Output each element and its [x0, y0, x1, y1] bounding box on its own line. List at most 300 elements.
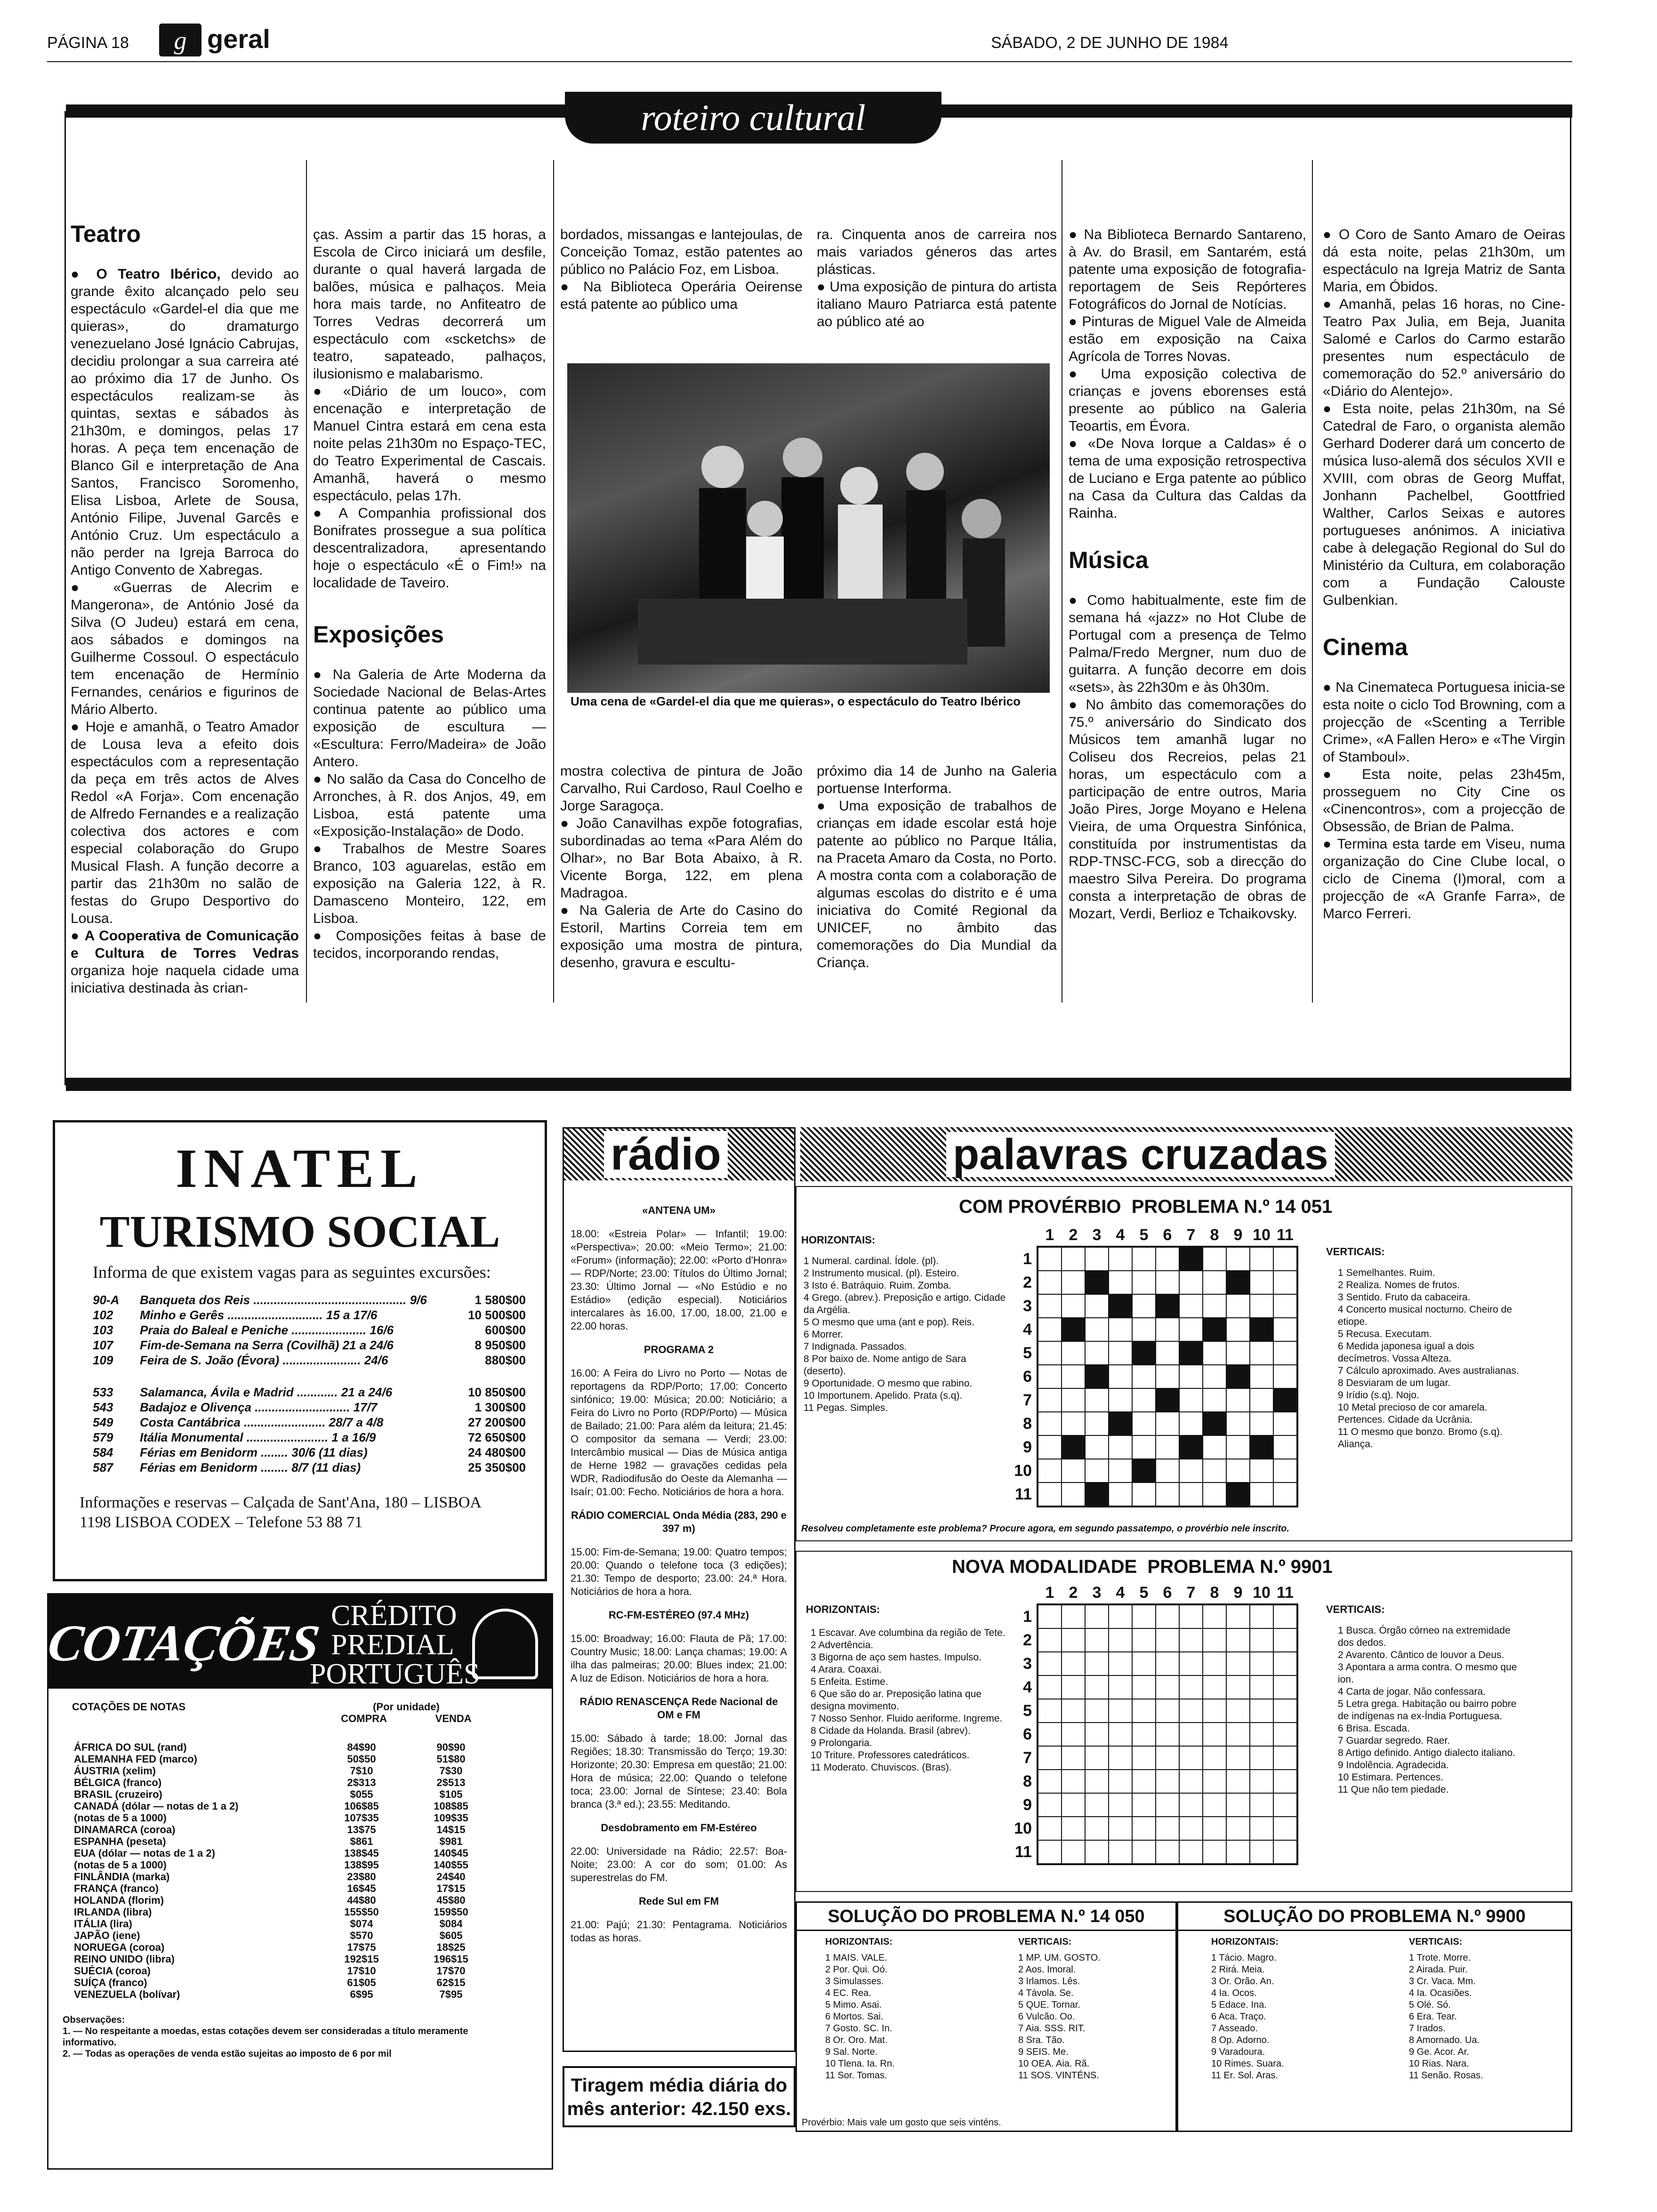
palavras-title: palavras cruzadas: [946, 1132, 1335, 1177]
grid-cell[interactable]: [1156, 1483, 1179, 1506]
clue: 10 OEA. Aia. Rã.: [1018, 2059, 1090, 2069]
grid-cell[interactable]: [1203, 1341, 1226, 1365]
grid-cell[interactable]: [1250, 1652, 1273, 1675]
grid-cell[interactable]: [1109, 1459, 1132, 1483]
clue: 11 Senão. Rosas.: [1409, 2070, 1483, 2081]
grid-cell[interactable]: [1226, 1699, 1250, 1723]
grid-cell[interactable]: [1273, 1435, 1297, 1459]
grid-cell[interactable]: [1250, 1388, 1273, 1412]
grid-cell[interactable]: [1273, 1675, 1297, 1699]
grid-cell[interactable]: [1038, 1388, 1062, 1412]
grid-cell[interactable]: [1085, 1435, 1109, 1459]
grid-cell[interactable]: [1250, 1770, 1273, 1793]
grid-cell[interactable]: [1156, 1746, 1179, 1770]
grid-cell[interactable]: [1109, 1247, 1132, 1271]
grid-cell[interactable]: [1179, 1483, 1203, 1506]
grid-cell[interactable]: [1250, 1746, 1273, 1770]
grid-cell[interactable]: [1038, 1435, 1062, 1459]
grid-cell[interactable]: [1085, 1294, 1109, 1318]
grid-cell[interactable]: [1132, 1247, 1156, 1271]
grid-cell[interactable]: [1273, 1628, 1297, 1652]
clue: 9 Irídio (s.q). Nojo.: [1338, 1390, 1419, 1401]
radio-station-heading: «ANTENA UM»: [642, 1204, 716, 1216]
grid-cell[interactable]: [1203, 1699, 1226, 1723]
grid-cell[interactable]: [1109, 1746, 1132, 1770]
grid-cell[interactable]: [1203, 1271, 1226, 1294]
grid-cell[interactable]: [1203, 1483, 1226, 1506]
grid-cell[interactable]: [1203, 1435, 1226, 1459]
grid-cell[interactable]: [1062, 1341, 1085, 1365]
grid-cell[interactable]: [1085, 1459, 1109, 1483]
grid-cell[interactable]: [1273, 1271, 1297, 1294]
grid-cell[interactable]: [1273, 1412, 1297, 1435]
grid-cell[interactable]: [1062, 1365, 1085, 1388]
grid-cell[interactable]: [1250, 1294, 1273, 1318]
grid-cell[interactable]: [1062, 1628, 1085, 1652]
grid-cell[interactable]: [1062, 1699, 1085, 1723]
buy-rate: $055: [350, 1788, 373, 1800]
grid-cell[interactable]: [1179, 1699, 1203, 1723]
grid-cell[interactable]: [1038, 1483, 1062, 1506]
grid-cell[interactable]: [1203, 1247, 1226, 1271]
grid-col-number: 10: [1253, 1226, 1271, 1244]
radio-schedule-text: 18.00: «Estreia Polar» — Infantil; 19.00: «Perspectiva»; 20.00: «Meio Termo»; 21.00: «Forum» (informação); 22.00: «Porto d'Honra» — RDP/Norte; 23.00: Títulos do Último Jornal; 23.30: Último Jornal — «No Estúdio e no Estádio» (edição especial). Noticiários intercalares às 16.00, 17.00, 18.00, 21.00 e 22.00 horas.: [571, 1228, 787, 1332]
grid-cell[interactable]: [1038, 1605, 1062, 1628]
solution-2-box: [1177, 1901, 1572, 2132]
grid-cell[interactable]: [1132, 1699, 1156, 1723]
grid-cell[interactable]: [1250, 1459, 1273, 1483]
grid-cell[interactable]: [1250, 1341, 1273, 1365]
grid-cell[interactable]: [1250, 1605, 1273, 1628]
grid-cell[interactable]: [1132, 1365, 1156, 1388]
grid-cell[interactable]: [1179, 1605, 1203, 1628]
grid-cell-black[interactable]: [1085, 1483, 1109, 1506]
grid-cell[interactable]: [1179, 1652, 1203, 1675]
grid-cell[interactable]: [1226, 1770, 1250, 1793]
grid-row-number: 2: [1023, 1274, 1032, 1291]
grid-cell[interactable]: [1273, 1746, 1297, 1770]
grid-cell[interactable]: [1132, 1412, 1156, 1435]
grid-cell[interactable]: [1203, 1770, 1226, 1793]
grid-cell[interactable]: [1156, 1723, 1179, 1746]
grid-cell[interactable]: [1085, 1793, 1109, 1817]
grid-cell[interactable]: [1156, 1840, 1179, 1864]
grid-cell[interactable]: [1062, 1817, 1085, 1840]
grid-cell[interactable]: [1273, 1318, 1297, 1341]
grid-cell[interactable]: [1085, 1723, 1109, 1746]
inatel-ad: [53, 1120, 547, 1581]
grid-cell[interactable]: [1226, 1318, 1250, 1341]
grid-cell-black[interactable]: [1226, 1365, 1250, 1388]
grid-cell[interactable]: [1085, 1699, 1109, 1723]
grid-cell[interactable]: [1038, 1699, 1062, 1723]
grid-cell[interactable]: [1250, 1412, 1273, 1435]
grid-cell[interactable]: [1132, 1840, 1156, 1864]
grid-cell[interactable]: [1273, 1605, 1297, 1628]
grid-cell[interactable]: [1132, 1388, 1156, 1412]
grid-cell[interactable]: [1109, 1341, 1132, 1365]
grid-cell[interactable]: [1132, 1652, 1156, 1675]
grid-cell[interactable]: [1132, 1628, 1156, 1652]
grid-cell[interactable]: [1226, 1840, 1250, 1864]
buy-rate: 44$80: [347, 1894, 376, 1906]
grid-cell-black[interactable]: [1085, 1365, 1109, 1388]
grid-cell[interactable]: [1038, 1675, 1062, 1699]
grid-cell[interactable]: [1226, 1723, 1250, 1746]
clue: 6 Morrer.: [804, 1329, 844, 1340]
grid-cell[interactable]: [1132, 1817, 1156, 1840]
grid-cell[interactable]: [1156, 1628, 1179, 1652]
grid-cell[interactable]: [1203, 1294, 1226, 1318]
grid-cell-black[interactable]: [1132, 1459, 1156, 1483]
grid-cell[interactable]: [1250, 1365, 1273, 1388]
grid-cell[interactable]: [1226, 1341, 1250, 1365]
grid-cell[interactable]: [1062, 1840, 1085, 1864]
grid-cell-black[interactable]: [1250, 1318, 1273, 1341]
solution-1-horizontals: [825, 1952, 966, 2082]
grid-cell[interactable]: [1109, 1271, 1132, 1294]
grid-cell[interactable]: [1273, 1652, 1297, 1675]
grid-cell[interactable]: [1062, 1294, 1085, 1318]
grid-cell[interactable]: [1273, 1459, 1297, 1483]
grid-cell-black[interactable]: [1109, 1412, 1132, 1435]
buy-rate: 138$95: [344, 1859, 379, 1871]
grid-cell[interactable]: [1273, 1770, 1297, 1793]
grid-cell-black[interactable]: [1273, 1388, 1297, 1412]
grid-cell[interactable]: [1062, 1793, 1085, 1817]
grid-cell[interactable]: [1085, 1605, 1109, 1628]
grid-cell-black[interactable]: [1085, 1271, 1109, 1294]
grid-cell[interactable]: [1226, 1388, 1250, 1412]
grid-cell-black[interactable]: [1179, 1435, 1203, 1459]
grid-col-number: 4: [1116, 1584, 1125, 1602]
grid-cell[interactable]: [1062, 1459, 1085, 1483]
clue: 4 Arara. Coaxai.: [811, 1664, 882, 1675]
grid-cell[interactable]: [1226, 1746, 1250, 1770]
grid-cell[interactable]: [1038, 1723, 1062, 1746]
grid-cell[interactable]: [1085, 1652, 1109, 1675]
article-paragraph: mostra colectiva de pintura de João Carvalho, Rui Cardoso, Raul Coelho e Jorge Saragoça.: [560, 763, 803, 814]
grid-cell[interactable]: [1226, 1793, 1250, 1817]
grid-cell[interactable]: [1132, 1675, 1156, 1699]
sell-rate: 17$15: [436, 1883, 466, 1894]
grid-cell[interactable]: [1250, 1723, 1273, 1746]
grid-cell[interactable]: [1085, 1675, 1109, 1699]
grid-cell-black[interactable]: [1179, 1247, 1203, 1271]
grid-cell[interactable]: [1156, 1652, 1179, 1675]
article-paragraph: ● Na Galeria de Arte do Casino do Estoril, Martins Correia tem em exposição uma mostra de pintura, desenho, gravura e escultu-: [560, 903, 803, 970]
clue: 7 Aia. SSS. RIT.: [1018, 2023, 1086, 2034]
grid-cell[interactable]: [1085, 1817, 1109, 1840]
sell-rate: 62$15: [436, 1977, 466, 1988]
grid-cell[interactable]: [1156, 1271, 1179, 1294]
grid-cell[interactable]: [1226, 1817, 1250, 1840]
grid-cell-black[interactable]: [1156, 1294, 1179, 1318]
grid-cell[interactable]: [1038, 1840, 1062, 1864]
grid-cell[interactable]: [1109, 1699, 1132, 1723]
article-paragraph: próximo dia 14 de Junho na Galeria portuense Interforma.: [817, 763, 1057, 796]
inatel-row: 107 Fim-de-Semana na Serra (Covilhã) 21 a 24/6 8 950$00: [93, 1338, 526, 1352]
grid-cell[interactable]: [1038, 1746, 1062, 1770]
grid-cell[interactable]: [1250, 1271, 1273, 1294]
clue: 3 Sentido. Fruto da cabaceira.: [1338, 1292, 1471, 1303]
grid-cell[interactable]: [1109, 1675, 1132, 1699]
grid-cell[interactable]: [1226, 1675, 1250, 1699]
grid-cell[interactable]: [1179, 1840, 1203, 1864]
grid-cell[interactable]: [1038, 1412, 1062, 1435]
grid-cell[interactable]: [1038, 1817, 1062, 1840]
grid-cell[interactable]: [1132, 1483, 1156, 1506]
grid-cell[interactable]: [1156, 1247, 1179, 1271]
grid-cell[interactable]: [1062, 1483, 1085, 1506]
grid-cell[interactable]: [1038, 1365, 1062, 1388]
grid-cell[interactable]: [1132, 1793, 1156, 1817]
grid-cell[interactable]: [1250, 1793, 1273, 1817]
grid-cell[interactable]: [1273, 1817, 1297, 1840]
grid-cell[interactable]: [1109, 1817, 1132, 1840]
grid-cell[interactable]: [1179, 1817, 1203, 1840]
solution-1-title: SOLUÇÃO DO PROBLEMA N.º 14 050: [797, 1903, 1175, 1931]
grid-cell[interactable]: [1062, 1247, 1085, 1271]
grid-cell[interactable]: [1179, 1628, 1203, 1652]
grid-cell[interactable]: [1085, 1341, 1109, 1365]
grid-cell[interactable]: [1109, 1770, 1132, 1793]
grid-cell[interactable]: [1273, 1341, 1297, 1365]
grid-cell[interactable]: [1062, 1271, 1085, 1294]
grid-cell[interactable]: [1179, 1770, 1203, 1793]
currency-name: IRLANDA (libra): [74, 1906, 152, 1918]
grid-cell[interactable]: [1038, 1247, 1062, 1271]
grid-cell[interactable]: [1226, 1652, 1250, 1675]
inatel-table-1: [93, 1292, 526, 1368]
grid-cell[interactable]: [1038, 1294, 1062, 1318]
grid-cell-black[interactable]: [1203, 1412, 1226, 1435]
grid-cell[interactable]: [1273, 1294, 1297, 1318]
grid-cell[interactable]: [1085, 1770, 1109, 1793]
clue: 11 Que não tem piedade.: [1338, 1784, 1449, 1795]
grid-cell[interactable]: [1203, 1652, 1226, 1675]
grid-cell[interactable]: [1109, 1793, 1132, 1817]
grid-cell[interactable]: [1156, 1412, 1179, 1435]
grid-cell[interactable]: [1085, 1746, 1109, 1770]
grid-cell[interactable]: [1062, 1388, 1085, 1412]
grid-cell-black[interactable]: [1062, 1318, 1085, 1341]
grid-cell[interactable]: [1273, 1840, 1297, 1864]
grid-cell[interactable]: [1203, 1459, 1226, 1483]
grid-cell[interactable]: [1250, 1628, 1273, 1652]
grid-cell[interactable]: [1132, 1605, 1156, 1628]
grid-cell[interactable]: [1085, 1840, 1109, 1864]
grid-cell[interactable]: [1203, 1817, 1226, 1840]
inatel-title: INATEL: [176, 1138, 424, 1199]
grid-cell[interactable]: [1203, 1388, 1226, 1412]
sell-rate: 109$35: [434, 1812, 468, 1824]
grid-cell-black[interactable]: [1179, 1341, 1203, 1365]
cotacoes-head: COTAÇÕES DE NOTAS: [72, 1701, 186, 1713]
grid-cell[interactable]: [1132, 1746, 1156, 1770]
grid-cell[interactable]: [1156, 1435, 1179, 1459]
grid-cell[interactable]: [1109, 1483, 1132, 1506]
grid-cell[interactable]: [1156, 1605, 1179, 1628]
grid-cell[interactable]: [1226, 1459, 1250, 1483]
grid-cell[interactable]: [1062, 1412, 1085, 1435]
bank-name-3: PORTUGUÊS: [310, 1658, 480, 1690]
grid-cell[interactable]: [1156, 1341, 1179, 1365]
grid-cell-black[interactable]: [1109, 1294, 1132, 1318]
grid-cell[interactable]: [1109, 1388, 1132, 1412]
grid-cell[interactable]: [1226, 1412, 1250, 1435]
grid-cell[interactable]: [1226, 1247, 1250, 1271]
grid-cell[interactable]: [1203, 1675, 1226, 1699]
grid-cell-black[interactable]: [1250, 1435, 1273, 1459]
grid-cell[interactable]: [1156, 1365, 1179, 1388]
grid-cell[interactable]: [1085, 1318, 1109, 1341]
grid-cell[interactable]: [1250, 1247, 1273, 1271]
grid-cell[interactable]: [1226, 1605, 1250, 1628]
grid-cell[interactable]: [1203, 1723, 1226, 1746]
grid-cell[interactable]: [1156, 1770, 1179, 1793]
grid-cell[interactable]: [1085, 1412, 1109, 1435]
grid-cell[interactable]: [1109, 1628, 1132, 1652]
article-paragraph: ● Na Cinemateca Portuguesa inicia-se esta noite o ciclo Tod Browning, com a projecção de «Scenting a Terrible Crime», «A Fallen Hero» e «The Virgin of Stamboul».: [1323, 680, 1565, 765]
grid-cell[interactable]: [1203, 1746, 1226, 1770]
grid-cell[interactable]: [1156, 1318, 1179, 1341]
grid-cell[interactable]: [1109, 1435, 1132, 1459]
clue: 11 Moderato. Chuviscos. (Bras).: [811, 1762, 952, 1773]
article-paragraph: ● Hoje e amanhã, o Teatro Amador de Lousa leva a efeito dois espectáculos com a representação da peça em três actos de Alves Redol «A Forja». Com encenação de Alfredo Fernandes e a realização colectiva dos actores e com especial colaboração do Grupo Musical Flash. A função decorre a partir das 21h30m no salão de festas do Grupo Desportivo do Lousa.: [71, 719, 299, 926]
currency-name: ÁFRICA DO SUL (rand): [74, 1741, 187, 1753]
sell-rate: 140$45: [434, 1847, 468, 1859]
section-logo-icon: [159, 24, 201, 56]
buy-rate: 23$80: [347, 1871, 376, 1883]
grid-cell[interactable]: [1250, 1483, 1273, 1506]
clue: 6 Brisa. Escada.: [1338, 1723, 1410, 1734]
grid-cell[interactable]: [1273, 1365, 1297, 1388]
currency-name: REINO UNIDO (libra): [74, 1953, 175, 1965]
grid-cell[interactable]: [1226, 1435, 1250, 1459]
grid-cell[interactable]: [1273, 1483, 1297, 1506]
grid-cell[interactable]: [1179, 1412, 1203, 1435]
clue: 10 Importunem. Apelido. Prata (s.q).: [804, 1390, 963, 1401]
grid-cell[interactable]: [1038, 1770, 1062, 1793]
currency-name: HOLANDA (florim): [74, 1894, 164, 1906]
grid-cell[interactable]: [1250, 1817, 1273, 1840]
currency-name: BRASIL (cruzeiro): [74, 1788, 162, 1800]
grid-cell-black[interactable]: [1203, 1318, 1226, 1341]
grid-cell[interactable]: [1179, 1365, 1203, 1388]
grid-cell[interactable]: [1179, 1723, 1203, 1746]
grid-cell[interactable]: [1109, 1723, 1132, 1746]
grid-cell[interactable]: [1179, 1318, 1203, 1341]
grid-cell[interactable]: [1203, 1840, 1226, 1864]
clue: 7 Indignada. Passados.: [804, 1341, 907, 1352]
grid-cell[interactable]: [1203, 1628, 1226, 1652]
grid-cell[interactable]: [1156, 1793, 1179, 1817]
grid-cell[interactable]: [1062, 1723, 1085, 1746]
grid-cell-black[interactable]: [1062, 1435, 1085, 1459]
grid-cell[interactable]: [1109, 1840, 1132, 1864]
grid-cell[interactable]: [1109, 1652, 1132, 1675]
grid-cell[interactable]: [1038, 1341, 1062, 1365]
clue: 11 Sor. Tomas.: [825, 2070, 887, 2081]
grid-cell[interactable]: [1062, 1652, 1085, 1675]
grid-cell[interactable]: [1038, 1459, 1062, 1483]
grid-cell[interactable]: [1203, 1793, 1226, 1817]
grid-cell[interactable]: [1156, 1817, 1179, 1840]
grid-cell[interactable]: [1273, 1723, 1297, 1746]
grid-cell[interactable]: [1062, 1675, 1085, 1699]
grid-cell[interactable]: [1109, 1318, 1132, 1341]
grid-cell[interactable]: [1179, 1793, 1203, 1817]
grid-cell[interactable]: [1132, 1435, 1156, 1459]
grid-cell[interactable]: [1132, 1294, 1156, 1318]
grid-cell[interactable]: [1203, 1605, 1226, 1628]
grid-cell[interactable]: [1179, 1459, 1203, 1483]
cotacao-row: [72, 1777, 496, 1788]
grid-cell[interactable]: [1179, 1294, 1203, 1318]
clue: 1 Escavar. Ave columbina da região de Tete.: [811, 1627, 1005, 1638]
puzzle-1-horizontals: [804, 1255, 1011, 1414]
grid-cell[interactable]: [1179, 1388, 1203, 1412]
grid-cell[interactable]: [1132, 1723, 1156, 1746]
grid-cell[interactable]: [1038, 1652, 1062, 1675]
buy-rate: 155$50: [344, 1906, 379, 1918]
grid-cell[interactable]: [1085, 1247, 1109, 1271]
grid-cell[interactable]: [1226, 1294, 1250, 1318]
grid-cell[interactable]: [1156, 1699, 1179, 1723]
solution-1-hlabel: HORIZONTAIS:: [825, 1937, 893, 1947]
grid-cell-black[interactable]: [1132, 1341, 1156, 1365]
grid-cell[interactable]: [1132, 1271, 1156, 1294]
grid-cell[interactable]: [1250, 1699, 1273, 1723]
grid-cell-black[interactable]: [1226, 1271, 1250, 1294]
grid-cell[interactable]: [1226, 1628, 1250, 1652]
grid-row-number: 7: [1023, 1391, 1032, 1409]
grid-cell-black[interactable]: [1156, 1388, 1179, 1412]
radio-station-heading: PROGRAMA 2: [643, 1344, 714, 1355]
grid-cell[interactable]: [1062, 1605, 1085, 1628]
grid-cell[interactable]: [1156, 1675, 1179, 1699]
grid-cell[interactable]: [1250, 1675, 1273, 1699]
grid-cell[interactable]: [1062, 1770, 1085, 1793]
grid-row-number: 3: [1023, 1655, 1032, 1673]
grid-cell[interactable]: [1085, 1388, 1109, 1412]
grid-cell[interactable]: [1132, 1318, 1156, 1341]
puzzle-1-verticals: [1338, 1267, 1521, 1451]
grid-cell[interactable]: [1038, 1628, 1062, 1652]
grid-cell[interactable]: [1038, 1318, 1062, 1341]
grid-cell[interactable]: [1038, 1793, 1062, 1817]
grid-cell[interactable]: [1250, 1840, 1273, 1864]
grid-row-number: 4: [1023, 1321, 1032, 1338]
grid-cell[interactable]: [1273, 1699, 1297, 1723]
grid-cell[interactable]: [1132, 1770, 1156, 1793]
grid-cell[interactable]: [1038, 1271, 1062, 1294]
grid-cell-black[interactable]: [1226, 1483, 1250, 1506]
grid-cell[interactable]: [1203, 1365, 1226, 1388]
grid-cell[interactable]: [1085, 1628, 1109, 1652]
grid-cell[interactable]: [1179, 1746, 1203, 1770]
grid-cell[interactable]: [1179, 1271, 1203, 1294]
grid-cell[interactable]: [1062, 1746, 1085, 1770]
grid-cell[interactable]: [1273, 1247, 1297, 1271]
grid-cell[interactable]: [1179, 1675, 1203, 1699]
grid-cell[interactable]: [1109, 1605, 1132, 1628]
grid-cell[interactable]: [1156, 1459, 1179, 1483]
grid-cell[interactable]: [1273, 1793, 1297, 1817]
grid-cell[interactable]: [1109, 1365, 1132, 1388]
clue: 7 Cálculo aproximado. Aves australianas.: [1338, 1365, 1519, 1376]
